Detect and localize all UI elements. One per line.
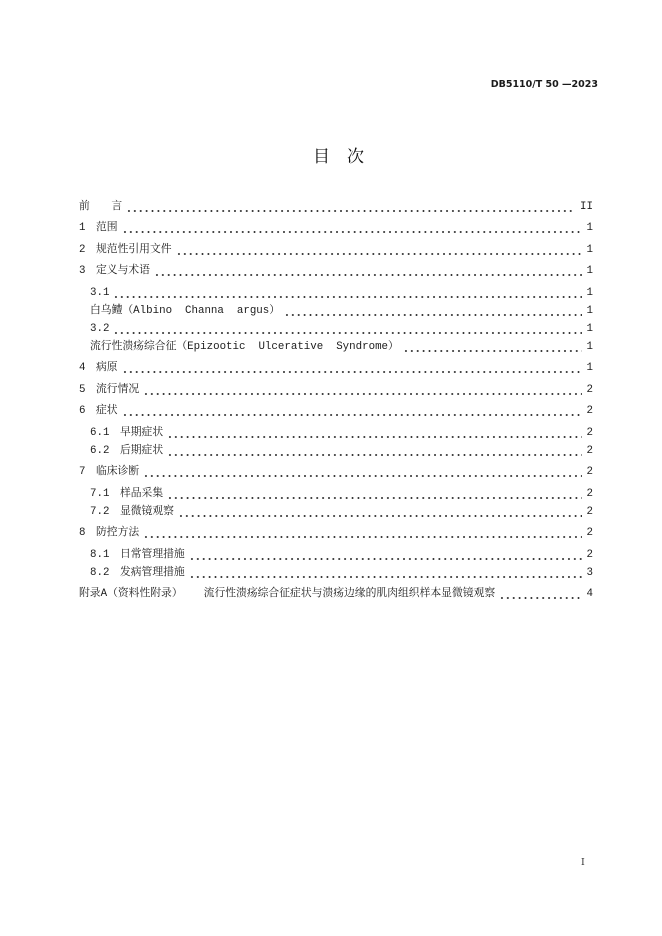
toc-entry-page: 2 — [586, 405, 593, 417]
toc-entry-number: 6.1 — [90, 426, 110, 439]
toc-entry-number: 3.2 — [90, 322, 110, 335]
toc-entry[interactable] — [79, 546, 593, 564]
toc-entry[interactable] — [79, 219, 593, 237]
toc-entry-page: 2 — [586, 444, 593, 457]
toc-entry-title: 白乌鳢（Albino Channa argus） — [90, 304, 281, 317]
toc-entry-page: 1 — [586, 304, 593, 317]
toc-dot-leader — [167, 424, 581, 442]
toc-dot-leader — [113, 320, 581, 338]
toc-dot-leader — [113, 284, 581, 302]
toc-entry-number: 6.2 — [90, 444, 110, 457]
toc-entry-title: 定义与术语 — [95, 265, 150, 277]
toc-entry[interactable] — [79, 302, 593, 320]
toc-entry-page: 1 — [586, 340, 593, 353]
toc-entry-number: 3.1 — [90, 286, 110, 299]
toc-entry[interactable] — [79, 585, 593, 603]
toc-entry-page: 2 — [586, 548, 593, 561]
toc-entry[interactable] — [79, 524, 593, 542]
toc-entry-page: 3 — [586, 566, 593, 579]
toc-entry-title: 显微镜观察 — [119, 505, 174, 518]
toc-dot-leader — [178, 503, 582, 521]
toc-dot-leader — [143, 463, 581, 481]
toc-entry-title: 防控方法 — [95, 527, 140, 539]
toc-entry-number: 7 — [79, 466, 86, 478]
toc-entry[interactable] — [79, 564, 593, 582]
toc-entry[interactable] — [79, 198, 593, 216]
toc-entry-title: 流行性溃疡综合征症状与溃疡边缘的肌肉组织样本显微镜观察 — [203, 588, 496, 600]
toc-entry-number: 8.2 — [90, 566, 110, 579]
toc-entry[interactable] — [79, 503, 593, 521]
toc-dot-leader — [143, 524, 581, 542]
toc-entry-title: 后期症状 — [119, 444, 164, 457]
toc-entry-title: 流行性溃疡综合征（Epizootic Ulcerative Syndrome） — [90, 340, 399, 353]
toc-entry-page: 1 — [586, 222, 593, 234]
toc-entry-number: 5 — [79, 383, 86, 396]
toc-dot-leader — [167, 485, 581, 503]
toc-entry-page: 1 — [586, 362, 593, 374]
toc-dot-leader — [143, 381, 581, 399]
toc-dot-leader — [126, 198, 575, 216]
toc-entry[interactable] — [79, 262, 593, 280]
toc-entry-page: 1 — [586, 322, 593, 335]
toc-entry-number: 2 — [79, 243, 86, 256]
toc-entry[interactable] — [79, 424, 593, 442]
toc-entry[interactable] — [79, 338, 593, 356]
toc-entry-number: 3 — [79, 265, 86, 277]
toc-dot-leader — [284, 302, 581, 320]
toc-entry-title: 病原 — [95, 362, 118, 374]
table-of-contents — [79, 194, 593, 607]
toc-entry[interactable] — [79, 241, 593, 259]
toc-entry-page: 2 — [586, 466, 593, 478]
toc-entry[interactable] — [79, 284, 593, 302]
toc-entry[interactable] — [79, 485, 593, 503]
toc-entry[interactable] — [79, 381, 593, 399]
toc-entry-title: 流行情况 — [95, 383, 140, 396]
toc-dot-leader — [122, 219, 582, 237]
toc-entry[interactable] — [79, 463, 593, 481]
toc-entry-page: 1 — [586, 265, 593, 277]
toc-entry-page: 4 — [586, 588, 593, 600]
toc-entry-number: 6 — [79, 405, 86, 417]
document-number: DB5110/T 50 —2023 — [490, 79, 598, 90]
toc-entry-page: II — [580, 200, 593, 213]
toc-dot-leader — [122, 359, 582, 377]
toc-entry[interactable] — [79, 320, 593, 338]
page-number: I — [581, 857, 585, 868]
toc-entry[interactable] — [79, 442, 593, 460]
page-title: 目 次 — [313, 147, 364, 167]
toc-entry-number: 1 — [79, 222, 86, 234]
toc-entry[interactable] — [79, 359, 593, 377]
toc-entry-number: 7.2 — [90, 505, 110, 518]
toc-entry-title: 日常管理措施 — [119, 548, 185, 561]
toc-entry[interactable] — [79, 402, 593, 420]
toc-entry-title: 范围 — [95, 222, 118, 234]
toc-dot-leader — [189, 546, 582, 564]
toc-entry-number: 8 — [79, 527, 86, 539]
toc-entry-number: 4 — [79, 362, 86, 374]
toc-dot-leader — [189, 564, 582, 582]
toc-entry-page: 1 — [586, 286, 593, 299]
toc-entry-title: 发病管理措施 — [119, 566, 185, 579]
toc-dot-leader — [403, 338, 582, 356]
toc-entry-page: 2 — [586, 383, 593, 396]
toc-entry-page: 2 — [586, 505, 593, 518]
toc-dot-leader — [176, 241, 582, 259]
toc-entry-title: 临床诊断 — [95, 466, 140, 478]
toc-entry-number: 7.1 — [90, 487, 110, 500]
toc-entry-page: 2 — [586, 487, 593, 500]
toc-entry-title: 规范性引用文件 — [95, 243, 172, 256]
toc-dot-leader — [154, 262, 582, 280]
toc-entry-number: 8.1 — [90, 548, 110, 561]
toc-dot-leader — [499, 585, 581, 603]
toc-dot-leader — [122, 402, 582, 420]
toc-entry-title: 早期症状 — [119, 426, 164, 439]
toc-entry-title: 样品采集 — [119, 487, 164, 500]
toc-entry-page: 1 — [586, 243, 593, 256]
toc-entry-page: 2 — [586, 527, 593, 539]
toc-entry-title: 前 言 — [79, 200, 123, 213]
toc-dot-leader — [167, 442, 581, 460]
toc-entry-number: 附录A（资料性附录） — [79, 588, 183, 600]
toc-entry-title: 症状 — [95, 405, 118, 417]
toc-entry-page: 2 — [586, 426, 593, 439]
